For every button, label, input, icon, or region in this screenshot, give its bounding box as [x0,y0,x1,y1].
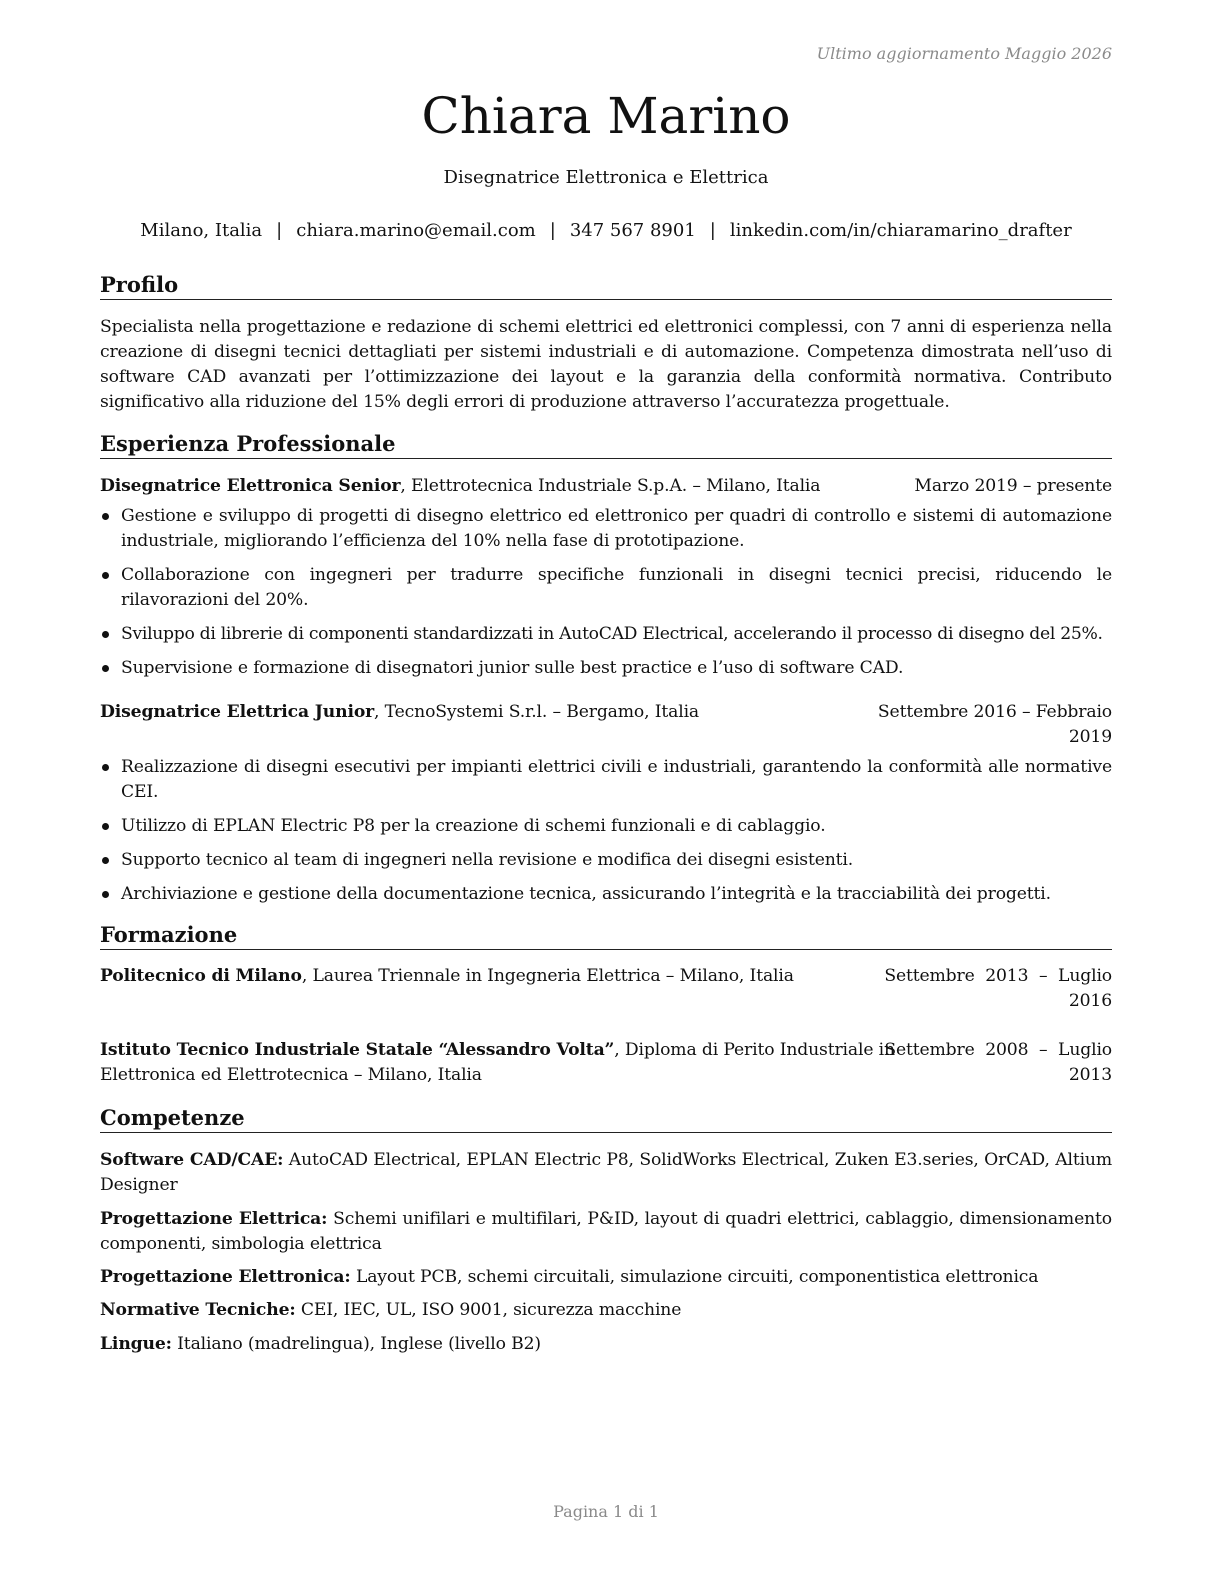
job-company: , TecnoSystemi S.r.l. – Bergamo, Italia [374,702,700,722]
bullet-text: Supervisione e formazione di disegnatori junior sulle best practice e l’uso di software CAD. [121,658,904,678]
contact-line [100,220,1112,241]
bullet-icon [102,572,109,579]
education-degree: , Laurea Triennale in Ingegneria Elettrica – Milano, Italia [301,966,794,986]
list-item [100,504,1112,554]
skill-value: CEI, IEC, UL, ISO 9001, sicurezza macchine [295,1300,682,1320]
job-dates [878,700,1112,750]
bullet-icon [102,823,109,830]
skill-value: Italiano (madrelingua), Inglese (livello B2) [171,1334,541,1354]
candidate-name: Chiara Marino [421,87,791,145]
list-item [100,656,1112,681]
skill-label: Progettazione Elettrica: [100,1209,328,1229]
section-heading-profile: Profilo [100,272,1112,300]
list-item [100,848,1112,873]
resume-page [100,0,1112,1584]
skill-row [100,1148,1112,1198]
skill-row [100,1207,1112,1257]
contact-email[interactable]: chiara.marino@email.com [296,220,536,241]
bullet-text: Realizzazione di disegni esecutivi per impianti elettrici civili e industriali, garantendo la conformità alle normative CEI. [121,757,1112,802]
education-dates-end: 2013 [1068,1065,1112,1085]
skill-value: Layout PCB, schemi circuitali, simulazione circuiti, componentistica elettronica [350,1267,1039,1287]
bullet-text: Sviluppo di librerie di componenti standardizzati in AutoCAD Electrical, accelerando il processo di disegno del 25%. [121,624,1103,644]
list-item [100,622,1112,647]
bullet-icon [102,631,109,638]
bullet-icon [102,891,109,898]
contact-phone[interactable]: 347 567 8901 [569,220,696,241]
education-school: Politecnico di Milano [100,966,302,986]
job-title-company [100,474,820,499]
contact-location: Milano, Italia [140,220,263,241]
job-company: , Elettrotecnica Industriale S.p.A. – Milano, Italia [400,476,821,496]
bullet-text: Supporto tecnico al team di ingegneri nella revisione e modifica dei disegni esistenti. [121,850,854,870]
skill-value: AutoCAD Electrical, EPLAN Electric P8, SolidWorks Electrical, Zuken E3.series, OrCAD, Altium Designer [100,1150,1112,1195]
job-title-company [100,700,699,725]
job-bullets [100,504,1112,690]
job-dates-start: Settembre 2016 – Febbraio [877,702,1112,722]
skill-value: Schemi unifilari e multifilari, P&ID, layout di quadri elettrici, cablaggio, dimensionamento componenti, simbologia elettrica [100,1209,1112,1254]
section-heading-experience: Esperienza Professionale [100,431,1112,459]
bullet-icon [102,857,109,864]
job-title: Disegnatrice Elettronica e Elettrica [443,167,769,188]
education-dates-start: Settembre 2013 – Luglio [884,966,1112,986]
education-degree-cont: Elettronica ed Elettrotecnica – Milano, Italia [100,1065,482,1085]
job-bullets [100,755,1112,916]
list-item [100,755,1112,805]
profile-text: Specialista nella progettazione e redazione di schemi elettrici ed elettronici complessi, con 7 anni di esperienza nella creazione di disegni tecnici dettagliati per sistemi industriali e di automazione. Competenza dimostrata nell’uso di software CAD avanzati per l’ottimizzazione dei layout e la garanzia della conformità normativa. Contributo significativo alla riduzione del 15% degli errori di produzione attraverso l’accuratezza progettuale. [100,317,1112,412]
bullet-icon [102,764,109,771]
skill-label: Progettazione Elettronica: [100,1267,351,1287]
section-heading-skills: Competenze [100,1105,1112,1133]
skill-label: Lingue: [100,1334,172,1354]
bullet-text: Archiviazione e gestione della documentazione tecnica, assicurando l’integrità e la tracciabilità dei progetti. [121,884,1051,904]
job-dates-end: 2019 [1068,727,1112,747]
job-role: Disegnatrice Elettronica Senior [100,476,401,496]
list-item [100,814,1112,839]
education-school: Istituto Tecnico Industriale Statale “Alessandro Volta” [100,1040,615,1060]
bullet-text: Gestione e sviluppo di progetti di disegno elettrico ed elettronico per quadri di controllo e sistemi di automazione industriale, migliorando l’efficienza del 10% nella fase di prototipazione. [121,506,1112,551]
education-dates-start: Settembre 2008 – Luglio [884,1040,1112,1060]
last-updated: Ultimo aggiornamento Maggio 2026 [816,44,1112,63]
contact-linkedin[interactable]: linkedin.com/in/chiaramarino_drafter [729,220,1072,241]
contact-separator: | [276,220,283,241]
bullet-icon [102,665,109,672]
skill-row [100,1298,1112,1323]
bullet-text: Collaborazione con ingegneri per tradurre specifiche funzionali in disegni tecnici precisi, riducendo le rilavorazioni del 20%. [121,565,1112,610]
education-dates-end: 2016 [1068,991,1112,1011]
education-school-degree [100,1038,895,1088]
skill-label: Software CAD/CAE: [100,1150,284,1170]
skill-row [100,1332,1112,1357]
skill-row [100,1265,1112,1290]
job-role: Disegnatrice Elettrica Junior [100,702,375,722]
contact-separator: | [549,220,556,241]
list-item [100,882,1112,907]
job-dates: Marzo 2019 – presente [914,476,1112,496]
section-heading-education: Formazione [100,922,1112,950]
skill-label: Normative Tecniche: [100,1300,296,1320]
page-number: Pagina 1 di 1 [553,1502,659,1521]
education-school-degree [100,964,794,989]
education-dates [884,1038,1112,1088]
bullet-text: Utilizzo di EPLAN Electric P8 per la creazione di schemi funzionali e di cablaggio. [121,816,826,836]
contact-separator: | [709,220,716,241]
list-item [100,563,1112,613]
education-dates [884,964,1112,1014]
education-degree: , Diploma di Perito Industriale in [614,1040,895,1060]
bullet-icon [102,513,109,520]
